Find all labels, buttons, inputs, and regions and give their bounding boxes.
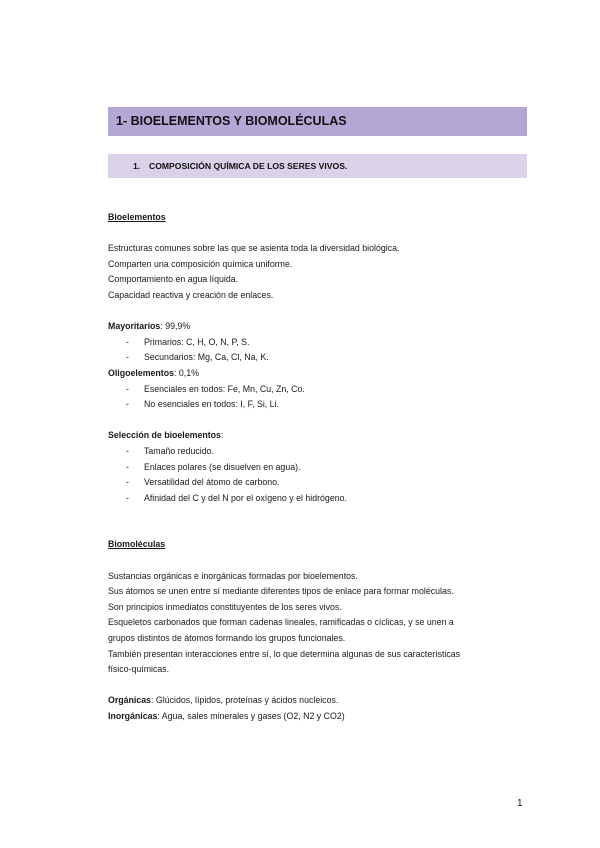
- bullet-dash: -: [126, 492, 129, 503]
- mayoritarios-value: : 99,9%: [160, 321, 191, 332]
- list-item-text: Enlaces polares (se disuelven en agua).: [144, 461, 301, 472]
- inorganicas-label: Inorgánicas: [108, 711, 158, 721]
- bullet-dash: -: [126, 445, 129, 456]
- biomoleculas-line: grupos distintos de átomos formando los grupos funcionales.: [108, 633, 346, 644]
- bullet-dash: -: [126, 461, 129, 472]
- organicas-value: : Glúcidos, lípidos, proteínas y ácidos nucleicos.: [151, 695, 339, 706]
- list-item: [108, 491, 538, 507]
- list-item-text: Afinidad del C y del N por el oxígeno y el hidrógeno.: [144, 492, 347, 503]
- inorganicas-value: : Agua, sales minerales y gases (O2, N2 y CO2): [157, 711, 345, 721]
- bullet-dash: -: [126, 383, 129, 394]
- section-title-bar: [108, 154, 527, 178]
- seleccion-label: Selección de bioelementos: [108, 430, 221, 441]
- bioelementos-intro-line: Capacidad reactiva y creación de enlaces.: [108, 289, 274, 300]
- seleccion-colon: :: [220, 430, 224, 441]
- list-item-text: Versatilidad del átomo de carbono.: [144, 477, 280, 488]
- list-item: [108, 335, 538, 351]
- bioelementos-intro-line: Comportamiento en agua líquida.: [108, 274, 239, 285]
- inorganicas-line: [108, 709, 538, 725]
- section-title: COMPOSICIÓN QUÍMICA DE LOS SERES VIVOS.: [149, 161, 348, 171]
- oligoelementos-label: Oligoelementos: [108, 367, 174, 378]
- bullet-dash: -: [126, 336, 129, 347]
- seleccion-line: [108, 428, 538, 444]
- chapter-title: 1- BIOELEMENTOS Y BIOMOLÉCULAS: [116, 114, 347, 128]
- list-item-text: Secundarios: Mg, Ca, Cl, Na, K.: [144, 352, 269, 363]
- list-item-text: No esenciales en todos: I, F, Si, Li.: [144, 399, 279, 410]
- chapter-title-bar: [108, 107, 527, 136]
- list-item: [108, 397, 538, 413]
- organicas-line: [108, 693, 538, 709]
- list-item: [108, 382, 538, 398]
- document-body: [108, 210, 538, 725]
- bioelementos-intro-line: Comparten una composición química uniforme.: [108, 258, 293, 269]
- biomoleculas-line: Sustancias orgánicas e inorgánicas formadas por bioelementos.: [108, 570, 358, 581]
- biomoleculas-line: físico-químicas.: [108, 664, 170, 675]
- biomoleculas-line: Sus átomos se unen entre sí mediante diferentes tipos de enlace para formar moléculas.: [108, 586, 454, 597]
- mayoritarios-label: Mayoritarios: [108, 321, 161, 332]
- bioelementos-heading: Bioelementos: [108, 212, 166, 222]
- list-item-text: Primarios: C, H, O, N, P, S.: [144, 336, 250, 347]
- oligoelementos-value: : 0,1%: [174, 367, 199, 378]
- list-item-text: Esenciales en todos: Fe, Mn, Cu, Zn, Co.: [144, 383, 305, 394]
- bullet-dash: -: [126, 352, 129, 363]
- list-item: [108, 350, 538, 366]
- bullet-dash: -: [126, 477, 129, 488]
- biomoleculas-line: Son principios inmediatos constituyentes de los seres vivos.: [108, 601, 342, 612]
- list-item: [108, 460, 538, 476]
- biomoleculas-line: También presentan interacciones entre sí, lo que determina algunas de sus características: [108, 648, 461, 659]
- list-item: [108, 444, 538, 460]
- biomoleculas-line: Esqueletos carbonados que forman cadenas lineales, ramificadas o cíclicas, y se unen a: [108, 617, 454, 628]
- section-number: 1.: [133, 161, 141, 171]
- mayoritarios-line: [108, 319, 538, 335]
- list-item: [108, 475, 538, 491]
- bioelementos-intro-line: Estructuras comunes sobre las que se asienta toda la diversidad biológica.: [108, 243, 400, 254]
- organicas-label: Orgánicas: [108, 695, 152, 706]
- biomoleculas-heading: Biomoléculas: [108, 539, 166, 550]
- page-number: 1: [517, 798, 523, 809]
- list-item-text: Tamaño reducido.: [144, 445, 214, 456]
- bullet-dash: -: [126, 399, 129, 410]
- oligoelementos-line: [108, 366, 538, 382]
